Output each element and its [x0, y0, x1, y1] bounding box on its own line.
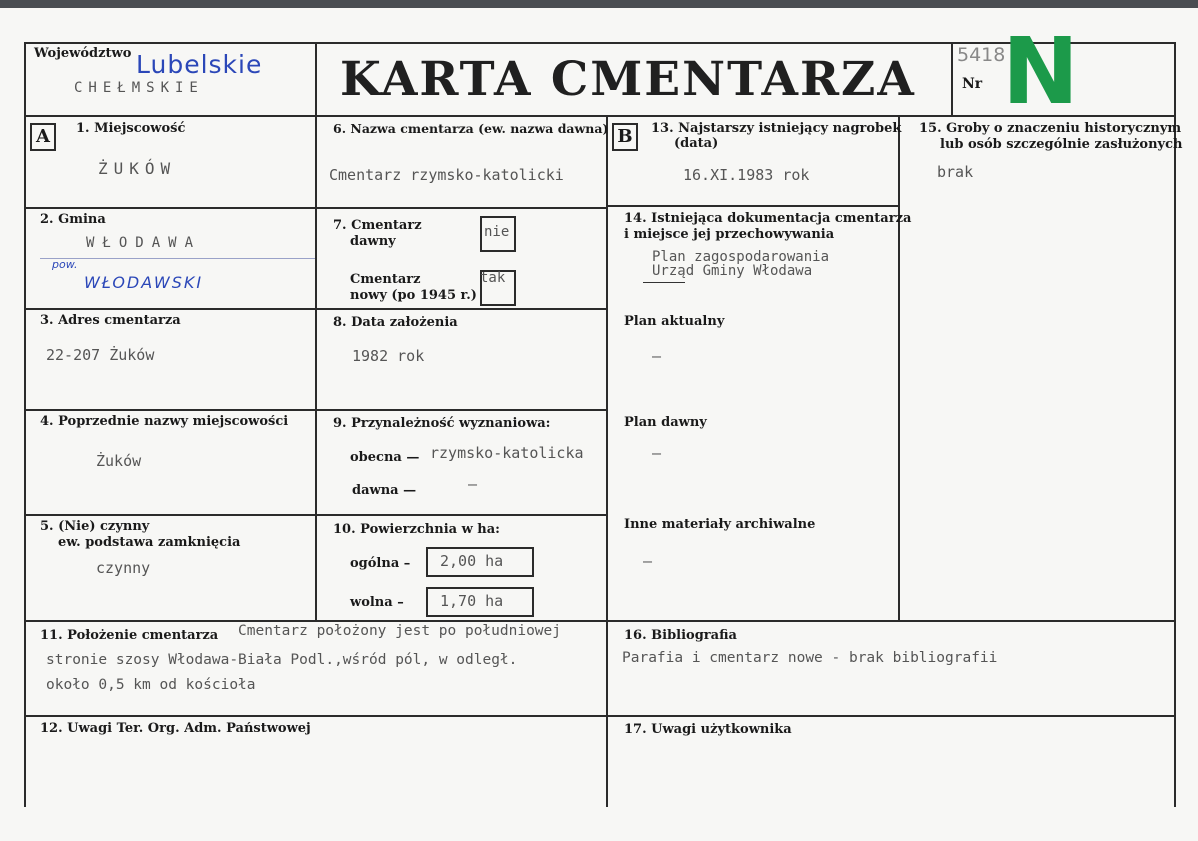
f15-label-2: lub osób szczególnie zasłużonych — [940, 137, 1183, 152]
col-divider-b — [606, 117, 608, 807]
header-divider-2 — [951, 42, 953, 117]
wojewodztwo-stamp: Lubelskie — [136, 50, 263, 79]
f3-label: 3. Adres cmentarza — [40, 313, 181, 328]
other-materials-label: Inne materiały archiwalne — [624, 517, 816, 532]
right-border — [1174, 42, 1176, 807]
f5-label-1: 5. (Nie) czynny — [40, 519, 150, 534]
row-bottom-2 — [24, 715, 1176, 717]
f7-new-label-2: nowy (po 1945 r.) — [350, 288, 477, 303]
col-divider-a — [315, 117, 317, 620]
f10-free-label: wolna – — [350, 595, 404, 610]
f9-current-label: obecna — — [350, 450, 420, 465]
plan-current-value: – — [652, 347, 662, 365]
f7-old-value: nie — [484, 224, 510, 240]
row-a-2 — [24, 308, 316, 310]
f2-pow-prefix: pow. — [52, 258, 78, 271]
scan-edge — [0, 0, 1198, 8]
f2-label: 2. Gmina — [40, 212, 106, 227]
f9-former-label: dawna — — [352, 483, 417, 498]
row-a-3 — [24, 409, 316, 411]
f5-label-2: ew. podstawa zamknięcia — [58, 535, 241, 550]
row-bottom-1 — [24, 620, 1176, 622]
row-a-1 — [24, 207, 316, 209]
f9-former-value: – — [468, 475, 478, 493]
f2-underline — [40, 258, 315, 259]
f11-line-1: Cmentarz położony jest po południowej — [238, 623, 562, 639]
plan-old-label: Plan dawny — [624, 415, 707, 430]
f3-value: 22-207 Żuków — [46, 346, 155, 364]
f15-value: brak — [937, 163, 974, 181]
f14-value-2: Urząd Gminy Włodawa — [652, 263, 813, 279]
row-m-1 — [316, 207, 607, 209]
f2-value: WŁODAWA — [86, 235, 202, 251]
category-letter-green: N — [1002, 18, 1079, 125]
f12-label: 12. Uwagi Ter. Org. Adm. Państwowej — [40, 721, 311, 736]
row-m-4 — [316, 514, 607, 516]
f9-current-value: rzymsko-katolicka — [430, 444, 584, 462]
f9-label: 9. Przynależność wyznaniowa: — [333, 416, 551, 431]
f14-label-1: 14. Istniejąca dokumentacja cmentarza — [624, 211, 912, 226]
f10-label: 10. Powierzchnia w ha: — [333, 522, 500, 537]
f11-line-2: stronie szosy Włodawa-Biała Podl.,wśród pól, w odległ. — [46, 652, 518, 668]
f1-value: ŻUKÓW — [98, 159, 177, 178]
f7-new-label-1: Cmentarz — [350, 272, 421, 287]
f10-free-value: 1,70 ha — [440, 592, 504, 610]
f8-label: 8. Data założenia — [333, 315, 458, 330]
f13-label-2: (data) — [674, 136, 719, 151]
f17-label: 17. Uwagi użytkownika — [624, 722, 792, 737]
f6-label: 6. Nazwa cmentarza (ew. nazwa dawna) — [333, 121, 609, 136]
f14-handwritten-mark — [643, 282, 685, 283]
section-b-marker: B — [612, 123, 638, 151]
f13-value: 16.XI.1983 rok — [683, 166, 810, 184]
col-divider-c — [898, 117, 900, 622]
nr-handwritten: 5418 — [957, 44, 1006, 66]
f10-total-label: ogólna – — [350, 556, 411, 571]
f16-value: Parafia i cmentarz nowe - brak bibliografii — [622, 650, 998, 666]
f7-new-value: tak — [480, 270, 506, 286]
card-title: KARTA CMENTARZA — [340, 52, 916, 107]
f14-value-1: Plan zagospodarowania — [652, 249, 830, 265]
f15-label-1: 15. Groby o znaczeniu historycznym — [919, 121, 1182, 136]
f2-pow-value: WŁODAWSKI — [84, 273, 204, 292]
other-materials-value: – — [643, 552, 653, 570]
row-a-4 — [24, 514, 316, 516]
plan-current-label: Plan aktualny — [624, 314, 725, 329]
f11-line-3: około 0,5 km od kościoła — [46, 677, 256, 693]
header-divider-1 — [315, 42, 317, 117]
powiat-typed: CHEŁMSKIE — [74, 80, 204, 96]
f11-label: 11. Położenie cmentarza — [40, 628, 219, 643]
f8-value: 1982 rok — [352, 347, 425, 365]
f14-label-2: i miejsce jej przechowywania — [624, 227, 835, 242]
f5-value: czynny — [96, 559, 151, 577]
section-a-marker: A — [30, 123, 56, 151]
row-m-2 — [316, 308, 607, 310]
f1-label: 1. Miejscowość — [76, 121, 186, 136]
wojewodztwo-label: Województwo — [34, 46, 132, 61]
plan-old-value: – — [652, 444, 662, 462]
row-m-3 — [316, 409, 607, 411]
f7-label-2: dawny — [350, 234, 396, 249]
left-border — [24, 42, 26, 807]
f16-label: 16. Bibliografia — [624, 628, 737, 643]
f4-label: 4. Poprzednie nazwy miejscowości — [40, 414, 289, 429]
row-b-1 — [607, 205, 899, 207]
nr-label: Nr — [962, 76, 983, 92]
f6-value: Cmentarz rzymsko-katolicki — [329, 166, 564, 184]
f4-value: Żuków — [96, 452, 142, 470]
f13-label-1: 13. Najstarszy istniejący nagrobek — [651, 121, 902, 136]
f7-label-1: 7. Cmentarz — [333, 218, 422, 233]
f10-total-value: 2,00 ha — [440, 552, 504, 570]
